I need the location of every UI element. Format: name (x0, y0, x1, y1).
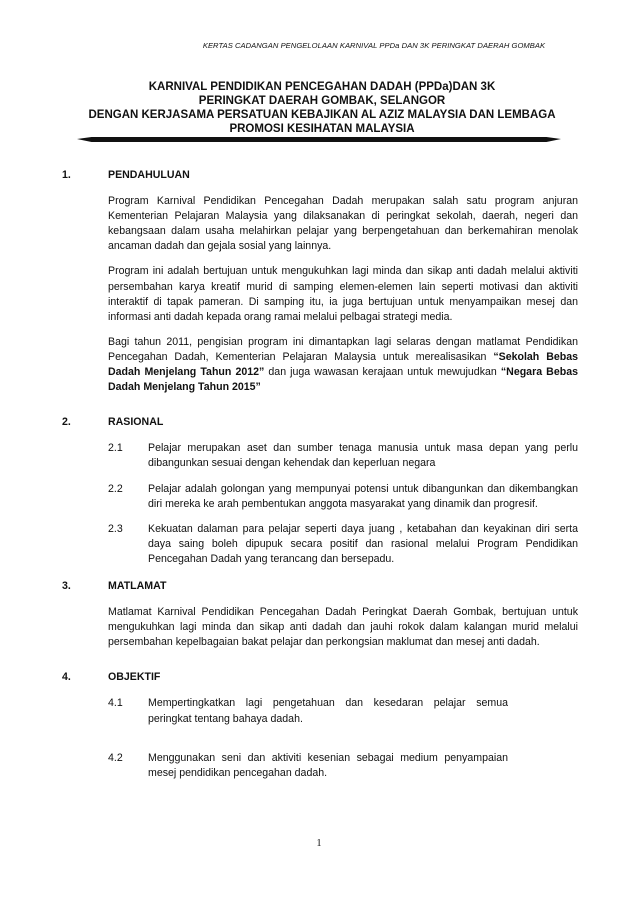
section-matlamat (62, 579, 578, 650)
item-number: 2.3 (108, 522, 123, 535)
title-line-3: DENGAN KERJASAMA PERSATUAN KEBAJIKAN AL AZIZ MALAYSIA DAN LEMBAGA (88, 109, 556, 121)
paragraph: Matlamat Karnival Pendidikan Pencegahan Dadah Peringkat Daerah Gombak, bertujuan untuk mengukuhkan lagi minda dan sikap anti dadah dan jauhi rokok dalam kalangan murid melalui persembahan kepelbagaian bakat pelajar dan perkongsian maklumat dan mesej anti dadah. (108, 606, 578, 649)
item-number: 2.2 (108, 482, 123, 495)
section-title: MATLAMAT (108, 579, 167, 592)
section-title: OBJEKTIF (108, 671, 161, 684)
list-item (108, 751, 578, 781)
section-rasional (62, 415, 578, 567)
item-number: 2.1 (108, 442, 123, 455)
title-divider (77, 137, 561, 142)
slogan-2015: “Negara Bebas Dadah Menjelang Tahun 2015” (108, 366, 578, 394)
title-line-4: PROMOSI KESIHATAN MALAYSIA (229, 123, 415, 135)
list-item (108, 696, 578, 726)
item-number: 4.2 (108, 751, 123, 764)
list-item (108, 482, 578, 512)
section-title: RASIONAL (108, 416, 164, 429)
item-text: Kekuatan dalaman para pelajar seperti daya juang , ketabahan dan keyakinan diri serta daya saing boleh dipupuk secara positif dan rasional melalui Program Pendidikan Pencegahan Dadah yang terancang dan bersepadu. (148, 522, 578, 565)
section-title: PENDAHULUAN (108, 169, 190, 181)
section-objektif (62, 670, 578, 780)
list-item (108, 522, 578, 567)
title-line-1: KARNIVAL PENDIDIKAN PENCEGAHAN DADAH (PPDa)DAN 3K (148, 81, 496, 93)
list-item (108, 441, 578, 471)
item-text: Mempertingkatkan lagi pengetahuan dan kesedaran pelajar semua peringkat tentang bahaya dadah. (148, 697, 508, 725)
running-header: KERTAS CADANGAN PENGELOLAAN KARNIVAL PPDa DAN 3K PERINGKAT DAERAH GOMBAK (202, 41, 546, 50)
paragraph: Program Karnival Pendidikan Pencegahan Dadah merupakan salah satu program anjuran Kementerian Pelajaran Malaysia yang dilaksanakan di peringkat sekolah, daerah, negeri dan kebangsaan dalam usaha melahirkan pelajar yang berpengetahuan dan berkemahiran menolak ancaman dadah dan gejala sosial yang lainnya. (108, 195, 578, 253)
paragraph-text: Bagi tahun 2011, pengisian program ini dimantapkan lagi selaras dengan matlamat Pendidikan Pencegahan Dadah, Kementerian Pelajaran Malaysia untuk merealisasikan (108, 335, 578, 363)
section-number: 4. (62, 671, 71, 684)
item-text: Pelajar merupakan aset dan sumber tenaga manusia untuk masa depan yang perlu dibangunkan sesuai dengan kehendak dan keperluan negara (148, 442, 578, 470)
paragraph: Program ini adalah bertujuan untuk mengukuhkan lagi minda dan sikap anti dadah melalui aktiviti persembahan karya kreatif murid di samping elemen-elemen lain seperti motivasi dan aktiviti interaktif di tapak pameran. Di samping itu, ia juga bertujuan untuk menyampaikan mesej dan informasi anti dadah kepada orang ramai melalui pelbagai strategi media. (108, 265, 578, 323)
section-heading (62, 579, 578, 594)
section-number: 1. (62, 169, 71, 181)
paragraph (108, 335, 578, 395)
document-body (62, 168, 578, 791)
title-line-2: PERINGKAT DAERAH GOMBAK, SELANGOR (198, 95, 446, 107)
item-text: Menggunakan seni dan aktiviti kesenian sebagai medium penyampaian mesej pendidikan pencegahan dadah. (148, 751, 508, 779)
slogan-2012: “Sekolah Bebas Dadah Menjelang Tahun 2012” (108, 350, 578, 379)
item-text: Pelajar adalah golongan yang mempunyai potensi untuk dibangunkan dan dikembangkan diri mereka ke arah pembentukan anggota masyarakat yang dinamik dan progresif. (148, 482, 578, 510)
section-heading (62, 415, 578, 430)
section-heading (62, 168, 578, 183)
item-number: 4.1 (108, 697, 123, 710)
page-number: 1 (316, 838, 322, 849)
section-number: 3. (62, 579, 71, 592)
section-heading (62, 670, 578, 685)
section-number: 2. (62, 416, 71, 429)
paragraph-text: dan juga wawasan kerajaan untuk mewujudkan (264, 366, 501, 379)
document-title (62, 80, 582, 136)
section-pendahuluan (62, 168, 578, 395)
